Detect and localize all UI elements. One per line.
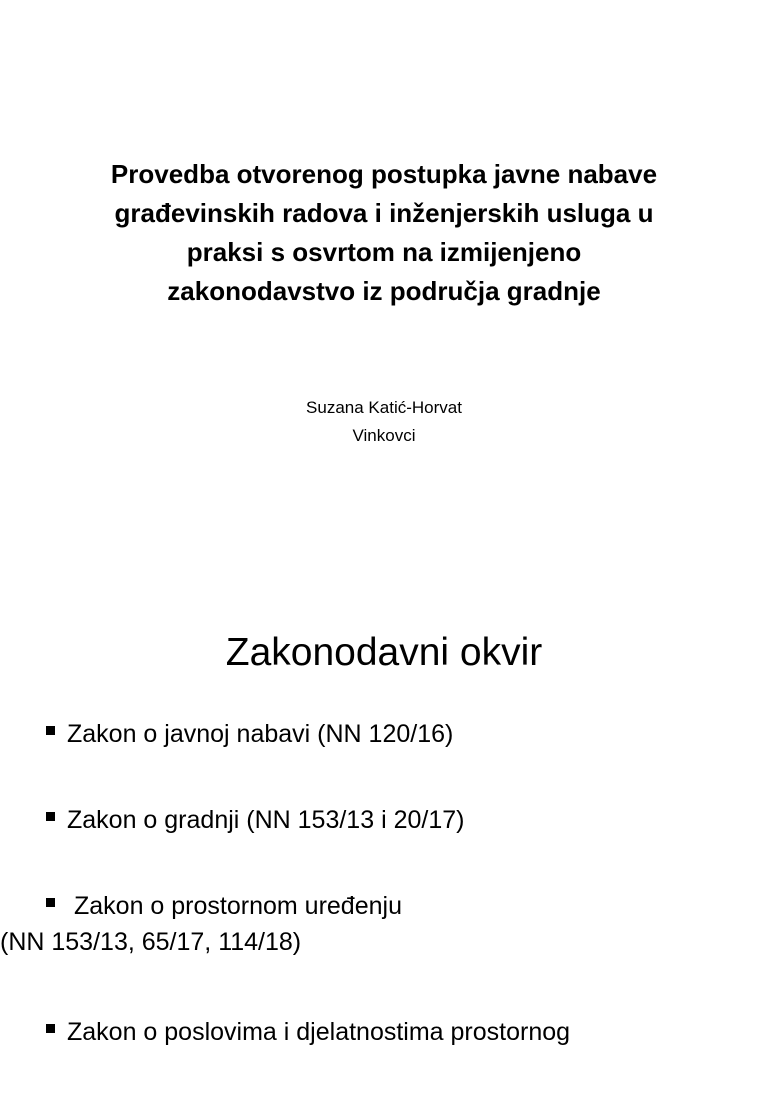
square-bullet-icon bbox=[46, 1024, 55, 1033]
bullet-text: Zakon o prostornom uređenju bbox=[74, 892, 402, 920]
title-line: Provedba otvorenog postupka javne nabave bbox=[110, 159, 658, 189]
bullet-item bbox=[0, 888, 748, 960]
square-bullet-icon bbox=[46, 726, 55, 735]
bullet-item bbox=[46, 716, 748, 752]
author-location: Vinkovci bbox=[352, 426, 416, 445]
bullet-item bbox=[46, 1014, 748, 1050]
bullet-item bbox=[46, 802, 748, 838]
author-name: Suzana Katić-Horvat bbox=[306, 398, 462, 417]
bullet-text: Zakon o gradnji (NN 153/13 i 20/17) bbox=[67, 806, 465, 834]
slide-legal-framework bbox=[0, 576, 768, 1046]
presentation-title bbox=[40, 155, 728, 311]
title-line: praksi s osvrtom na izmijenjeno bbox=[186, 237, 582, 267]
author-block bbox=[0, 394, 768, 450]
bullet-text: Zakon o javnoj nabavi (NN 120/16) bbox=[67, 720, 454, 748]
bullet-list bbox=[0, 716, 748, 1100]
slide-heading: Zakonodavni okvir bbox=[225, 631, 543, 674]
square-bullet-icon bbox=[46, 812, 55, 821]
bullet-text: Zakon o poslovima i djelatnostima prostornog bbox=[67, 1018, 571, 1046]
bullet-continuation: (NN 153/13, 65/17, 114/18) bbox=[0, 928, 302, 956]
title-line: zakonodavstvo iz područja gradnje bbox=[167, 276, 601, 306]
title-line: građevinskih radova i inženjerskih usluga u bbox=[114, 198, 654, 228]
square-bullet-icon bbox=[46, 898, 55, 907]
